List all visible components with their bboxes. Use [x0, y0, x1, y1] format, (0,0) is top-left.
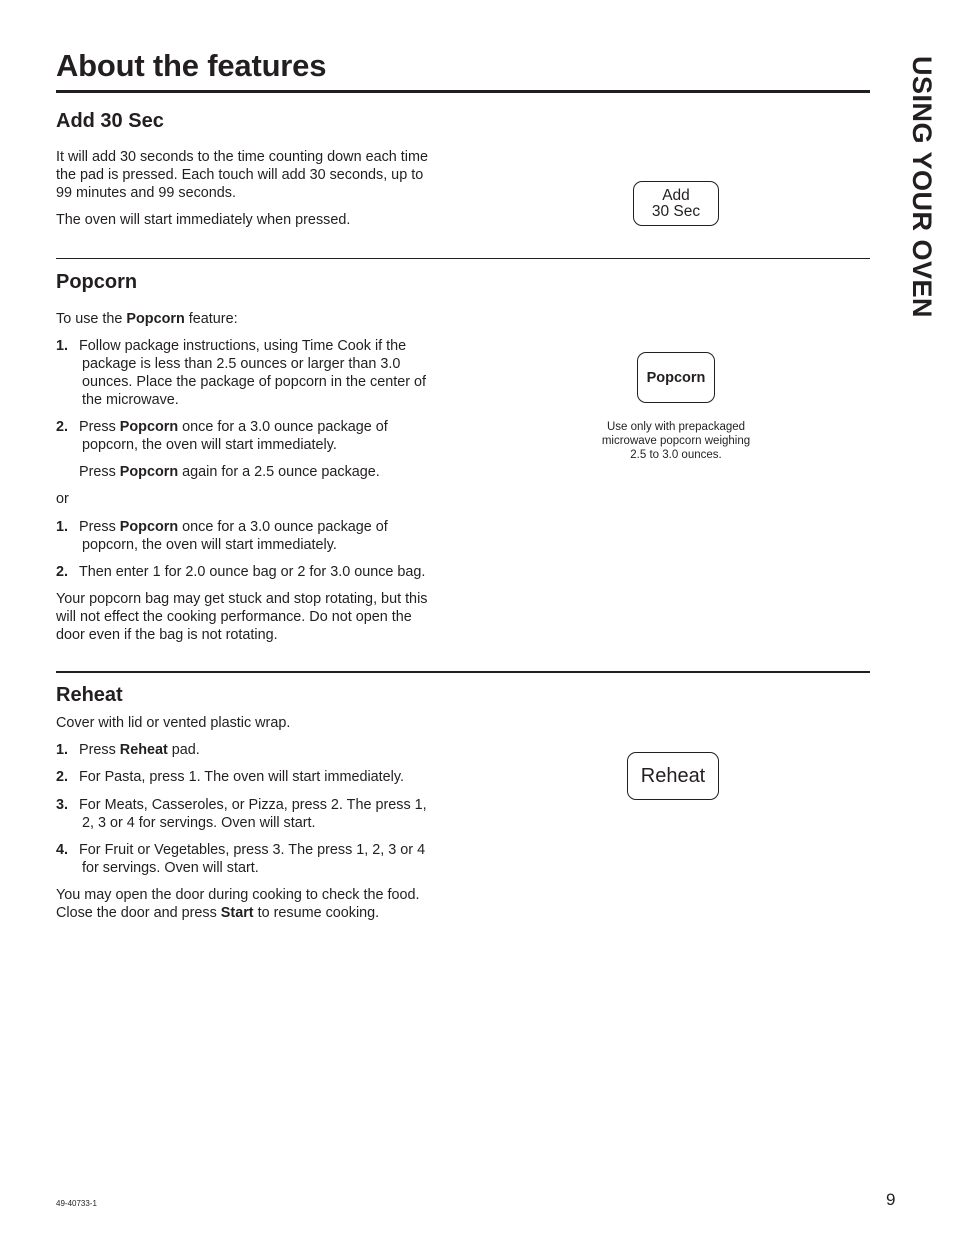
popcorn-keypad-button[interactable] [637, 352, 715, 403]
step-text: once for a 3.0 ounce package of [178, 519, 388, 535]
popcorn-intro-text: To use the [56, 311, 127, 327]
section-divider [56, 671, 870, 673]
popcorn-step-2b [56, 463, 456, 481]
add30-key-line1: Add [662, 186, 690, 204]
note-line: door even if the bag is not rotating. [56, 627, 278, 643]
popcorn-or: or [56, 491, 69, 507]
step-line: popcorn, the oven will start immediately. [82, 537, 337, 553]
step-text: again for a 2.5 ounce package. [178, 464, 380, 480]
add30-line: 99 minutes and 99 seconds. [56, 185, 237, 201]
step-number: 1. [56, 742, 69, 758]
outro-bold: Start [220, 905, 254, 921]
popcorn-caption [586, 420, 766, 462]
step-number: 3. [56, 797, 69, 813]
step-line: for servings. Oven will start. [82, 860, 259, 876]
note-line: will not effect the cooking performance. Do not open the [56, 609, 412, 625]
outro-text: to resume cooking. [253, 905, 380, 921]
add30-line: the pad is pressed. Each touch will add 30 seconds, up to [56, 167, 424, 183]
add30-line: It will add 30 seconds to the time counting down each time [56, 149, 428, 165]
note-line: Your popcorn bag may get stuck and stop rotating, but this [56, 591, 428, 607]
step-line: For Pasta, press 1. The oven will start immediately. [79, 769, 404, 785]
step-line: the microwave. [82, 392, 179, 408]
popcorn-key-label: Popcorn [646, 369, 706, 386]
popcorn-step-2 [56, 418, 456, 454]
step-line: For Meats, Casseroles, or Pizza, press 2. The press 1, [79, 797, 427, 813]
step-text: pad. [167, 742, 200, 758]
step-line: Follow package instructions, using Time Cook if the [79, 338, 407, 354]
step-bold: Popcorn [119, 519, 179, 535]
step-number: 1. [56, 338, 69, 354]
step-line: 2, 3 or 4 for servings. Oven will start. [82, 815, 316, 831]
step-number: 2. [56, 564, 69, 580]
step-text: Press [79, 519, 120, 535]
side-tab-label: USING YOUR OVEN [907, 56, 937, 319]
reheat-key-label: Reheat [640, 764, 706, 787]
reheat-step-2 [56, 768, 456, 786]
step-number: 2. [56, 769, 69, 785]
popcorn-intro [56, 310, 456, 328]
step-line: popcorn, the oven will start immediately. [82, 437, 337, 453]
step-bold: Popcorn [119, 464, 179, 480]
step-text: Press [79, 419, 120, 435]
popcorn-note [56, 590, 456, 644]
step-number: 4. [56, 842, 69, 858]
outro-line: You may open the door during cooking to check the food. [56, 887, 420, 903]
title-rule [56, 90, 870, 93]
reheat-outro [56, 886, 456, 922]
reheat-step-4 [56, 841, 456, 877]
step-line: Then enter 1 for 2.0 ounce bag or 2 for 3.0 ounce bag. [79, 564, 426, 580]
section-title-reheat: Reheat [56, 684, 123, 706]
section-title-popcorn: Popcorn [56, 271, 138, 293]
reheat-intro: Cover with lid or vented plastic wrap. [56, 715, 291, 731]
add30-keypad-button[interactable] [633, 181, 719, 226]
reheat-step-1 [56, 741, 456, 759]
step-bold: Reheat [119, 742, 168, 758]
caption-line: Use only with prepackaged [606, 421, 746, 433]
outro-text: Close the door and press [56, 905, 221, 921]
page-title: About the features [56, 48, 327, 83]
popcorn-alt-step-2 [56, 563, 456, 581]
caption-line: 2.5 to 3.0 ounces. [630, 449, 722, 461]
add30-key-line2: 30 Sec [651, 202, 701, 220]
reheat-keypad-button[interactable] [627, 752, 719, 800]
reheat-step-3 [56, 796, 456, 832]
section-title-add30: Add 30 Sec [56, 110, 164, 132]
step-text: Press [79, 464, 120, 480]
section-divider [56, 258, 870, 259]
step-number: 2. [56, 419, 69, 435]
popcorn-intro-bold: Popcorn [126, 311, 185, 327]
step-bold: Popcorn [119, 419, 179, 435]
popcorn-alt-step-1 [56, 518, 456, 554]
add30-note: The oven will start immediately when pressed. [56, 212, 351, 228]
page-number: 9 [886, 1190, 896, 1209]
add30-description [56, 148, 456, 202]
step-number: 1. [56, 519, 69, 535]
popcorn-intro-text: feature: [184, 311, 238, 327]
document-code: 49-40733-1 [56, 1199, 97, 1208]
step-text: Press [79, 742, 120, 758]
step-line: package is less than 2.5 ounces or larger than 3.0 [82, 356, 401, 372]
popcorn-step-1 [56, 337, 456, 409]
caption-line: microwave popcorn weighing [601, 435, 751, 447]
step-line: For Fruit or Vegetables, press 3. The press 1, 2, 3 or 4 [79, 842, 426, 858]
step-text: once for a 3.0 ounce package of [178, 419, 388, 435]
step-line: ounces. Place the package of popcorn in the center of [82, 374, 427, 390]
